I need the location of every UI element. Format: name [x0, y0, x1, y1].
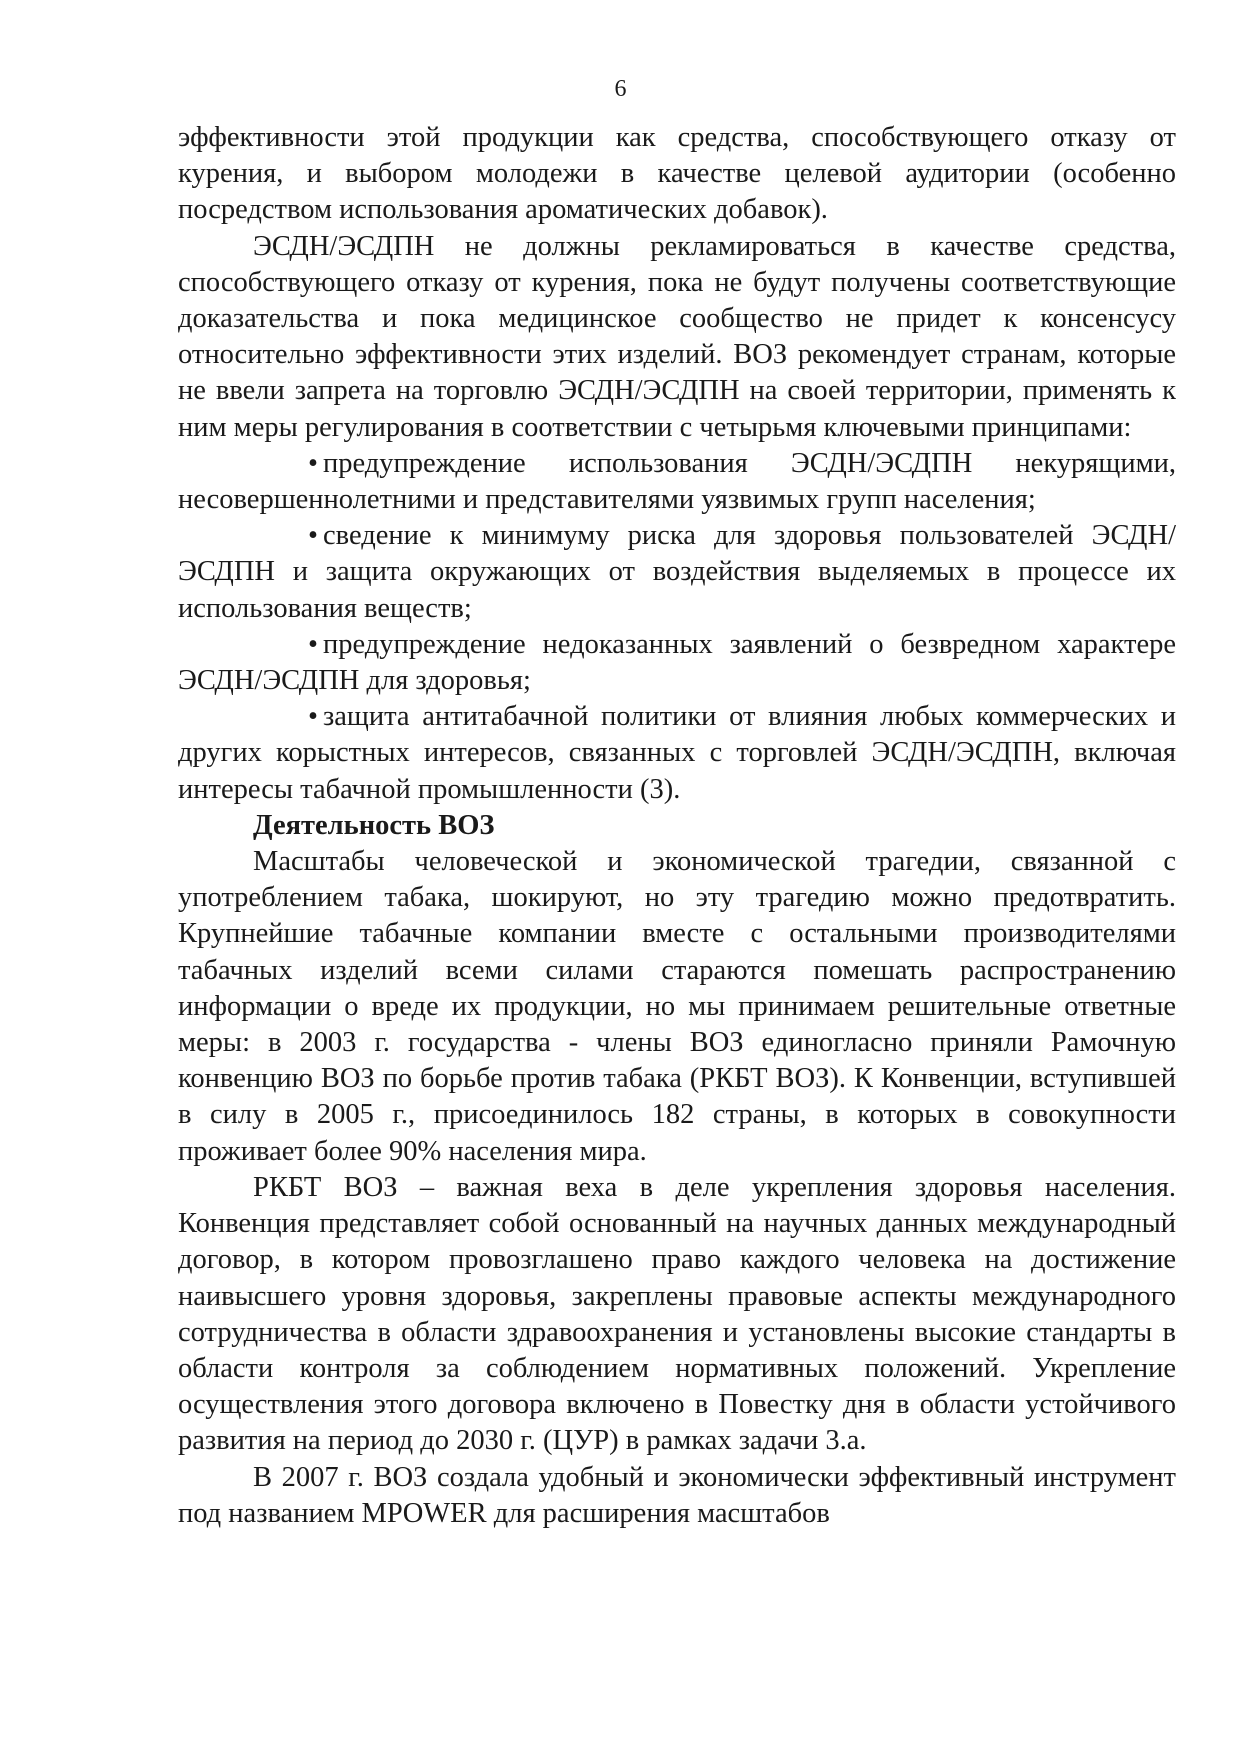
- principles-list: [178, 446, 1176, 808]
- list-item: • сведение к минимуму риска для здоровья пользователей ЭСДН/ЭСДПН и защита окружающих от воздействия выделяемых в процессе их использования веществ;: [178, 520, 1176, 624]
- page-number: 6: [614, 76, 627, 102]
- document-body: [178, 120, 1176, 1532]
- list-item: • предупреждение использования ЭСДН/ЭСДПН некурящими, несовершеннолетними и представителями уязвимых групп населения;: [178, 447, 1176, 516]
- paragraph-advertising-restriction: ЭСДН/ЭСДПН не должны рекламироваться в качестве средства, способствующего отказу от курения, пока не будут получены соответствующие доказательства и пока медицинское сообщество не придет к консенсусу относительно эффективности этих изделий. ВОЗ рекомендует странам, которые не ввели запрета на торговлю ЭСДН/ЭСДПН на своей территории, применять к ним меры регулирования в соответствии с четырьмя ключевыми принципами:: [178, 230, 1176, 443]
- list-item-text: защита антитабачной политики от влияния любых коммерческих и других корыстных интересов, связанных с торговлей ЭСДН/ЭСДПН, включая интересы табачной промышленности (3).: [178, 701, 1176, 805]
- paragraph-continuation: эффективности этой продукции как средства, способствующего отказу от курения, и выбором молодежи в качестве целевой аудитории (особенно посредством использования ароматических добавок).: [178, 122, 1176, 226]
- paragraph-tobacco-tragedy: Масштабы человеческой и экономической трагедии, связанной с употреблением табака, шокируют, но эту трагедию можно предотвратить. Крупнейшие табачные компании вместе с остальными производителями табачных изделий всеми силами стараются помешать распространению информации о вреде их продукции, но мы принимаем решительные ответные меры: в 2003 г. государства - члены ВОЗ единогласно приняли Рамочную конвенцию ВОЗ по борьбе против табака (РКБТ ВОЗ). К Конвенции, вступившей в силу в 2005 г., присоединилось 182 страны, в которых в совокупности проживает более 90% населения мира.: [178, 846, 1176, 1167]
- list-item: • предупреждение недоказанных заявлений о безвредном характере ЭСДН/ЭСДПН для здоровья;: [178, 628, 1176, 697]
- list-item-text: сведение к минимуму риска для здоровья пользователей ЭСДН/ЭСДПН и защита окружающих от воздействия выделяемых в процессе их использования веществ;: [178, 520, 1176, 624]
- section-heading: Деятельность ВОЗ: [253, 809, 495, 841]
- list-item: • защита антитабачной политики от влияния любых коммерческих и других корыстных интересов, связанных с торговлей ЭСДН/ЭСДПН, включая интересы табачной промышленности (3).: [178, 701, 1176, 805]
- paragraph-fctc: РКБТ ВОЗ – важная веха в деле укрепления здоровья населения. Конвенция представляет собой основанный на научных данных международный договор, в котором провозглашено право каждого человека на достижение наивысшего уровня здоровья, закреплены правовые аспекты международного сотрудничества в области здравоохранения и установлены высокие стандарты в области контроля за соблюдением нормативных положений. Укрепление осуществления этого договора включено в Повестку дня в области устойчивого развития на период до 2030 г. (ЦУР) в рамках задачи 3.a.: [178, 1171, 1176, 1457]
- paragraph-mpower: В 2007 г. ВОЗ создала удобный и экономически эффективный инструмент под названием MPOWER для расширения масштабов: [178, 1461, 1176, 1529]
- list-item-text: предупреждение использования ЭСДН/ЭСДПН некурящими, несовершеннолетними и представителями уязвимых групп населения;: [178, 447, 1176, 516]
- list-item-text: предупреждение недоказанных заявлений о безвредном характере ЭСДН/ЭСДПН для здоровья;: [178, 628, 1176, 697]
